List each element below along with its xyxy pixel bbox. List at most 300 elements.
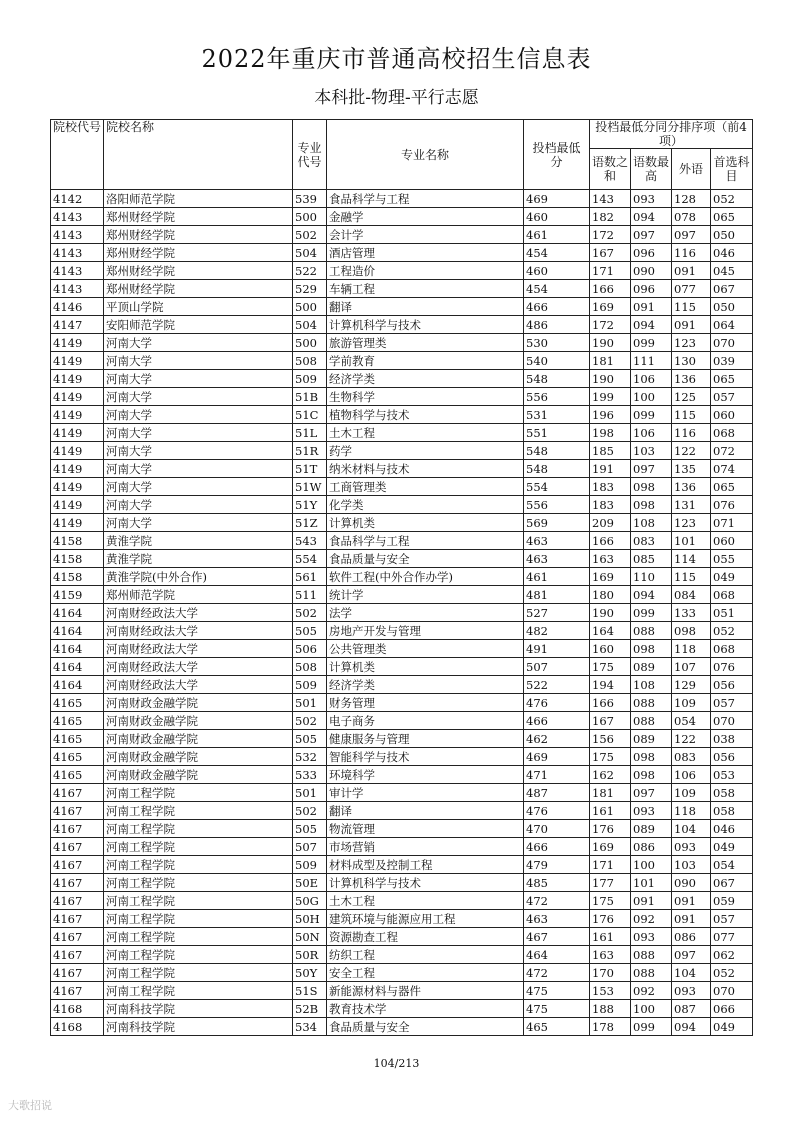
cell-foreign-lang: 090: [672, 874, 711, 892]
cell-school-code: 4167: [51, 802, 104, 820]
cell-school-code: 4143: [51, 262, 104, 280]
cell-yushu-max: 088: [631, 712, 672, 730]
cell-major-name: 计算机科学与技术: [327, 874, 524, 892]
cell-school-name: 河南工程学院: [104, 820, 293, 838]
cell-major-name: 市场营销: [327, 838, 524, 856]
cell-yushu-sum: 170: [590, 964, 631, 982]
cell-yushu-sum: 172: [590, 316, 631, 334]
cell-school-name: 河南工程学院: [104, 874, 293, 892]
cell-school-name: 郑州财经学院: [104, 280, 293, 298]
cell-school-code: 4168: [51, 1000, 104, 1018]
cell-yushu-max: 097: [631, 226, 672, 244]
cell-major-name: 经济学类: [327, 370, 524, 388]
cell-foreign-lang: 087: [672, 1000, 711, 1018]
cell-min-score: 464: [524, 946, 590, 964]
cell-foreign-lang: 109: [672, 694, 711, 712]
cell-school-code: 4147: [51, 316, 104, 334]
table-row: [51, 568, 753, 586]
cell-major-code: 505: [293, 730, 327, 748]
cell-school-name: 河南大学: [104, 514, 293, 532]
cell-major-name: 食品质量与安全: [327, 550, 524, 568]
cell-major-code: 500: [293, 334, 327, 352]
cell-yushu-max: 091: [631, 298, 672, 316]
cell-yushu-max: 096: [631, 280, 672, 298]
cell-foreign-lang: 107: [672, 658, 711, 676]
header-major-name: 专业名称: [327, 120, 524, 190]
cell-yushu-max: 094: [631, 316, 672, 334]
cell-yushu-sum: 176: [590, 910, 631, 928]
cell-school-name: 河南工程学院: [104, 910, 293, 928]
cell-min-score: 554: [524, 478, 590, 496]
cell-foreign-lang: 101: [672, 532, 711, 550]
cell-foreign-lang: 083: [672, 748, 711, 766]
table-row: [51, 928, 753, 946]
cell-yushu-max: 099: [631, 604, 672, 622]
cell-major-code: 502: [293, 802, 327, 820]
cell-min-score: 460: [524, 208, 590, 226]
cell-min-score: 466: [524, 298, 590, 316]
table-row: [51, 748, 753, 766]
cell-major-code: 51R: [293, 442, 327, 460]
cell-school-name: 河南财政金融学院: [104, 748, 293, 766]
cell-major-code: 500: [293, 208, 327, 226]
cell-yushu-sum: 176: [590, 820, 631, 838]
table-row: [51, 640, 753, 658]
cell-major-name: 食品科学与工程: [327, 190, 524, 208]
cell-school-code: 4167: [51, 892, 104, 910]
cell-foreign-lang: 091: [672, 910, 711, 928]
cell-foreign-lang: 086: [672, 928, 711, 946]
cell-school-name: 黄淮学院: [104, 532, 293, 550]
cell-yushu-sum: 185: [590, 442, 631, 460]
table-row: [51, 370, 753, 388]
table-row: [51, 298, 753, 316]
table-row: [51, 784, 753, 802]
cell-first-subject: 077: [711, 928, 753, 946]
cell-yushu-sum: 209: [590, 514, 631, 532]
cell-school-name: 河南工程学院: [104, 946, 293, 964]
cell-major-code: 508: [293, 352, 327, 370]
cell-foreign-lang: 116: [672, 244, 711, 262]
cell-yushu-max: 098: [631, 748, 672, 766]
cell-yushu-max: 092: [631, 910, 672, 928]
cell-major-code: 509: [293, 676, 327, 694]
cell-yushu-max: 089: [631, 730, 672, 748]
header-school-code: 院校代号: [51, 120, 104, 190]
cell-school-code: 4149: [51, 388, 104, 406]
cell-foreign-lang: 094: [672, 1018, 711, 1036]
cell-yushu-sum: 175: [590, 892, 631, 910]
cell-foreign-lang: 123: [672, 514, 711, 532]
cell-major-name: 电子商务: [327, 712, 524, 730]
cell-yushu-max: 090: [631, 262, 672, 280]
cell-min-score: 551: [524, 424, 590, 442]
cell-yushu-max: 108: [631, 676, 672, 694]
table-row: [51, 208, 753, 226]
cell-major-code: 51W: [293, 478, 327, 496]
cell-foreign-lang: 118: [672, 640, 711, 658]
cell-min-score: 531: [524, 406, 590, 424]
cell-yushu-max: 088: [631, 694, 672, 712]
cell-first-subject: 059: [711, 892, 753, 910]
cell-yushu-max: 110: [631, 568, 672, 586]
cell-school-name: 河南工程学院: [104, 982, 293, 1000]
header-yushu-sum: 语数之和: [590, 149, 631, 190]
cell-yushu-max: 094: [631, 208, 672, 226]
cell-major-code: 51T: [293, 460, 327, 478]
cell-min-score: 486: [524, 316, 590, 334]
cell-min-score: 540: [524, 352, 590, 370]
header-min-score: 投档最低分: [524, 120, 590, 190]
cell-yushu-max: 097: [631, 460, 672, 478]
cell-major-code: 500: [293, 298, 327, 316]
cell-first-subject: 074: [711, 460, 753, 478]
cell-school-name: 河南大学: [104, 334, 293, 352]
cell-major-code: 50G: [293, 892, 327, 910]
header-major-code: 专业代号: [293, 120, 327, 190]
cell-first-subject: 070: [711, 334, 753, 352]
cell-min-score: 465: [524, 1018, 590, 1036]
cell-school-code: 4167: [51, 838, 104, 856]
cell-foreign-lang: 093: [672, 838, 711, 856]
cell-yushu-max: 085: [631, 550, 672, 568]
cell-first-subject: 076: [711, 496, 753, 514]
table-row: [51, 280, 753, 298]
header-first-subject: 首选科目: [711, 149, 753, 190]
cell-major-name: 软件工程(中外合作办学): [327, 568, 524, 586]
cell-major-code: 51C: [293, 406, 327, 424]
cell-major-name: 资源勘查工程: [327, 928, 524, 946]
cell-min-score: 556: [524, 496, 590, 514]
cell-school-code: 4165: [51, 694, 104, 712]
cell-school-code: 4164: [51, 658, 104, 676]
cell-min-score: 476: [524, 802, 590, 820]
cell-min-score: 522: [524, 676, 590, 694]
cell-school-name: 河南工程学院: [104, 838, 293, 856]
cell-major-name: 新能源材料与器件: [327, 982, 524, 1000]
cell-major-code: 533: [293, 766, 327, 784]
table-row: [51, 820, 753, 838]
cell-min-score: 530: [524, 334, 590, 352]
cell-yushu-max: 099: [631, 1018, 672, 1036]
cell-foreign-lang: 078: [672, 208, 711, 226]
cell-school-code: 4168: [51, 1018, 104, 1036]
cell-first-subject: 068: [711, 586, 753, 604]
cell-foreign-lang: 084: [672, 586, 711, 604]
cell-school-code: 4167: [51, 784, 104, 802]
cell-yushu-sum: 161: [590, 802, 631, 820]
cell-major-code: 505: [293, 622, 327, 640]
cell-yushu-sum: 171: [590, 856, 631, 874]
cell-major-name: 工商管理类: [327, 478, 524, 496]
cell-major-code: 507: [293, 838, 327, 856]
cell-first-subject: 052: [711, 964, 753, 982]
cell-major-name: 计算机类: [327, 658, 524, 676]
table-row: [51, 766, 753, 784]
cell-major-name: 环境科学: [327, 766, 524, 784]
cell-yushu-max: 108: [631, 514, 672, 532]
cell-min-score: 462: [524, 730, 590, 748]
cell-school-code: 4165: [51, 766, 104, 784]
cell-yushu-max: 088: [631, 946, 672, 964]
header-foreign-lang: 外语: [672, 149, 711, 190]
cell-min-score: 467: [524, 928, 590, 946]
cell-yushu-sum: 190: [590, 334, 631, 352]
cell-yushu-sum: 143: [590, 190, 631, 208]
table-row: [51, 946, 753, 964]
cell-min-score: 485: [524, 874, 590, 892]
cell-first-subject: 046: [711, 244, 753, 262]
cell-school-code: 4167: [51, 874, 104, 892]
cell-school-code: 4164: [51, 676, 104, 694]
table-row: [51, 1000, 753, 1018]
cell-first-subject: 066: [711, 1000, 753, 1018]
cell-first-subject: 057: [711, 910, 753, 928]
cell-school-name: 河南工程学院: [104, 802, 293, 820]
cell-min-score: 507: [524, 658, 590, 676]
cell-foreign-lang: 131: [672, 496, 711, 514]
cell-first-subject: 065: [711, 370, 753, 388]
cell-first-subject: 070: [711, 982, 753, 1000]
cell-school-name: 郑州财经学院: [104, 226, 293, 244]
cell-school-name: 河南工程学院: [104, 892, 293, 910]
cell-yushu-max: 091: [631, 892, 672, 910]
cell-school-name: 平顶山学院: [104, 298, 293, 316]
cell-first-subject: 052: [711, 190, 753, 208]
table-row: [51, 874, 753, 892]
cell-first-subject: 060: [711, 532, 753, 550]
cell-min-score: 461: [524, 568, 590, 586]
cell-first-subject: 045: [711, 262, 753, 280]
cell-min-score: 463: [524, 910, 590, 928]
cell-foreign-lang: 114: [672, 550, 711, 568]
cell-yushu-max: 101: [631, 874, 672, 892]
cell-yushu-max: 111: [631, 352, 672, 370]
cell-first-subject: 067: [711, 874, 753, 892]
cell-foreign-lang: 118: [672, 802, 711, 820]
cell-major-code: 50R: [293, 946, 327, 964]
cell-school-name: 河南财经政法大学: [104, 604, 293, 622]
cell-foreign-lang: 135: [672, 460, 711, 478]
cell-major-code: 522: [293, 262, 327, 280]
cell-major-name: 生物科学: [327, 388, 524, 406]
cell-yushu-max: 093: [631, 802, 672, 820]
cell-major-code: 543: [293, 532, 327, 550]
cell-major-name: 房地产开发与管理: [327, 622, 524, 640]
cell-yushu-max: 106: [631, 370, 672, 388]
cell-major-name: 药学: [327, 442, 524, 460]
cell-major-name: 翻译: [327, 802, 524, 820]
cell-yushu-sum: 171: [590, 262, 631, 280]
cell-school-code: 4167: [51, 946, 104, 964]
cell-yushu-sum: 175: [590, 748, 631, 766]
cell-major-name: 酒店管理: [327, 244, 524, 262]
cell-school-name: 河南大学: [104, 352, 293, 370]
cell-school-name: 河南科技学院: [104, 1000, 293, 1018]
cell-yushu-sum: 169: [590, 568, 631, 586]
cell-min-score: 479: [524, 856, 590, 874]
cell-min-score: 491: [524, 640, 590, 658]
cell-foreign-lang: 136: [672, 478, 711, 496]
cell-major-name: 植物科学与技术: [327, 406, 524, 424]
cell-major-name: 土木工程: [327, 424, 524, 442]
table-body: [51, 190, 753, 1036]
cell-yushu-max: 088: [631, 964, 672, 982]
cell-min-score: 476: [524, 694, 590, 712]
cell-school-name: 河南财政金融学院: [104, 712, 293, 730]
cell-major-code: 502: [293, 604, 327, 622]
cell-yushu-max: 092: [631, 982, 672, 1000]
cell-school-code: 4149: [51, 496, 104, 514]
table-row: [51, 802, 753, 820]
cell-min-score: 527: [524, 604, 590, 622]
cell-school-code: 4167: [51, 982, 104, 1000]
cell-major-code: 51Y: [293, 496, 327, 514]
cell-first-subject: 050: [711, 226, 753, 244]
cell-foreign-lang: 097: [672, 226, 711, 244]
cell-foreign-lang: 104: [672, 820, 711, 838]
cell-major-name: 健康服务与管理: [327, 730, 524, 748]
cell-yushu-max: 089: [631, 820, 672, 838]
cell-major-name: 建筑环境与能源应用工程: [327, 910, 524, 928]
cell-major-code: 50Y: [293, 964, 327, 982]
cell-major-name: 金融学: [327, 208, 524, 226]
table-row: [51, 658, 753, 676]
cell-yushu-sum: 182: [590, 208, 631, 226]
cell-school-code: 4167: [51, 820, 104, 838]
cell-yushu-sum: 178: [590, 1018, 631, 1036]
cell-first-subject: 050: [711, 298, 753, 316]
table-row: [51, 262, 753, 280]
cell-yushu-max: 098: [631, 478, 672, 496]
cell-school-code: 4149: [51, 424, 104, 442]
cell-major-name: 教育技术学: [327, 1000, 524, 1018]
cell-yushu-max: 098: [631, 496, 672, 514]
table-row: [51, 388, 753, 406]
cell-school-name: 河南财政金融学院: [104, 694, 293, 712]
cell-first-subject: 051: [711, 604, 753, 622]
cell-school-code: 4158: [51, 532, 104, 550]
cell-first-subject: 062: [711, 946, 753, 964]
cell-school-name: 郑州师范学院: [104, 586, 293, 604]
cell-min-score: 569: [524, 514, 590, 532]
cell-school-code: 4146: [51, 298, 104, 316]
cell-yushu-sum: 166: [590, 694, 631, 712]
table-row: [51, 532, 753, 550]
cell-yushu-max: 100: [631, 388, 672, 406]
cell-yushu-sum: 163: [590, 946, 631, 964]
cell-yushu-sum: 163: [590, 550, 631, 568]
cell-yushu-sum: 181: [590, 784, 631, 802]
cell-school-code: 4167: [51, 910, 104, 928]
cell-yushu-sum: 183: [590, 496, 631, 514]
cell-first-subject: 068: [711, 640, 753, 658]
cell-major-name: 材料成型及控制工程: [327, 856, 524, 874]
cell-school-code: 4149: [51, 334, 104, 352]
cell-min-score: 454: [524, 280, 590, 298]
cell-school-name: 河南大学: [104, 442, 293, 460]
cell-major-code: 52B: [293, 1000, 327, 1018]
cell-yushu-sum: 181: [590, 352, 631, 370]
cell-school-code: 4143: [51, 226, 104, 244]
cell-foreign-lang: 098: [672, 622, 711, 640]
cell-major-name: 纺织工程: [327, 946, 524, 964]
table-row: [51, 514, 753, 532]
cell-foreign-lang: 123: [672, 334, 711, 352]
cell-min-score: 454: [524, 244, 590, 262]
table-row: [51, 586, 753, 604]
cell-major-code: 502: [293, 712, 327, 730]
cell-major-code: 50N: [293, 928, 327, 946]
cell-first-subject: 060: [711, 406, 753, 424]
cell-yushu-sum: 190: [590, 604, 631, 622]
cell-min-score: 556: [524, 388, 590, 406]
cell-yushu-sum: 191: [590, 460, 631, 478]
table-row: [51, 316, 753, 334]
cell-major-name: 学前教育: [327, 352, 524, 370]
cell-yushu-sum: 177: [590, 874, 631, 892]
table-row: [51, 604, 753, 622]
cell-major-code: 554: [293, 550, 327, 568]
cell-school-name: 河南大学: [104, 370, 293, 388]
cell-first-subject: 065: [711, 478, 753, 496]
cell-first-subject: 072: [711, 442, 753, 460]
cell-yushu-max: 098: [631, 766, 672, 784]
cell-yushu-sum: 188: [590, 1000, 631, 1018]
cell-school-name: 黄淮学院(中外合作): [104, 568, 293, 586]
header-tie-group: 投档最低分同分排序项（前4项）: [590, 120, 753, 149]
table-row: [51, 244, 753, 262]
cell-yushu-max: 089: [631, 658, 672, 676]
cell-yushu-sum: 169: [590, 298, 631, 316]
cell-min-score: 463: [524, 532, 590, 550]
cell-major-name: 审计学: [327, 784, 524, 802]
table-row: [51, 964, 753, 982]
cell-school-code: 4167: [51, 964, 104, 982]
cell-first-subject: 068: [711, 424, 753, 442]
cell-yushu-sum: 167: [590, 712, 631, 730]
cell-yushu-max: 083: [631, 532, 672, 550]
cell-school-code: 4143: [51, 244, 104, 262]
cell-major-code: 509: [293, 370, 327, 388]
cell-yushu-sum: 183: [590, 478, 631, 496]
cell-first-subject: 049: [711, 838, 753, 856]
cell-foreign-lang: 115: [672, 568, 711, 586]
table-row: [51, 406, 753, 424]
cell-yushu-sum: 162: [590, 766, 631, 784]
cell-min-score: 471: [524, 766, 590, 784]
cell-school-name: 河南大学: [104, 478, 293, 496]
cell-foreign-lang: 106: [672, 766, 711, 784]
cell-min-score: 460: [524, 262, 590, 280]
cell-school-name: 河南科技学院: [104, 1018, 293, 1036]
cell-major-code: 51S: [293, 982, 327, 1000]
cell-school-code: 4164: [51, 640, 104, 658]
cell-school-code: 4149: [51, 370, 104, 388]
watermark-text: 大歌招说: [8, 1099, 52, 1112]
cell-school-name: 河南大学: [104, 406, 293, 424]
table-row: [51, 838, 753, 856]
cell-major-name: 法学: [327, 604, 524, 622]
cell-first-subject: 065: [711, 208, 753, 226]
cell-yushu-sum: 199: [590, 388, 631, 406]
cell-yushu-max: 093: [631, 928, 672, 946]
cell-school-name: 河南财经政法大学: [104, 640, 293, 658]
cell-school-code: 4167: [51, 856, 104, 874]
cell-major-name: 智能科学与技术: [327, 748, 524, 766]
cell-first-subject: 058: [711, 802, 753, 820]
table-row: [51, 712, 753, 730]
